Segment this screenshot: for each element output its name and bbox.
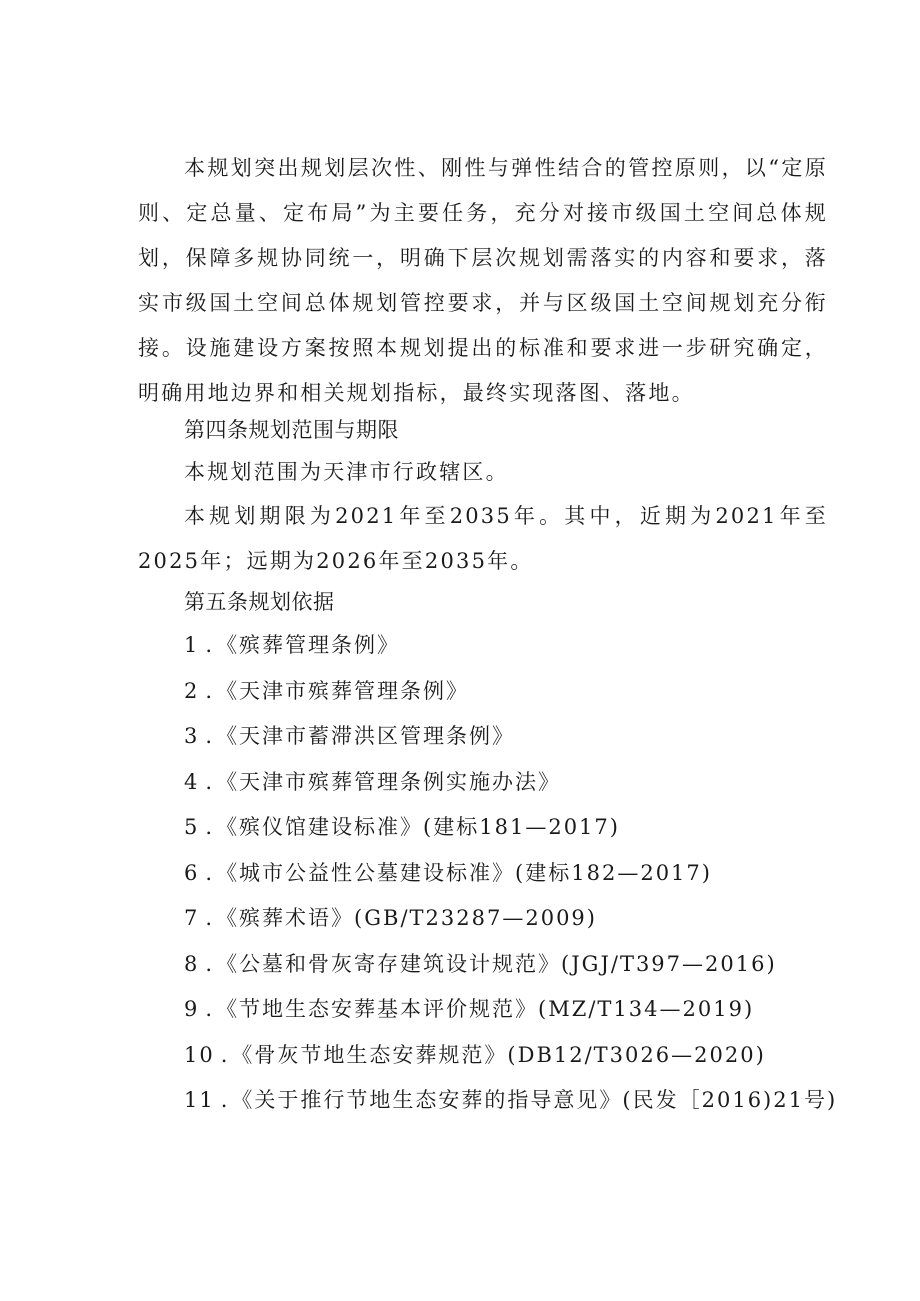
reference-number: 1 bbox=[184, 633, 200, 657]
list-item: 8 .《公墓和骨灰寄存建筑设计规范》(JGJ/T397—2016) bbox=[184, 949, 837, 995]
list-item: 5 .《殡仪馆建设标准》(建标181—2017) bbox=[184, 812, 837, 858]
reference-title: 《殡葬管理条例》 bbox=[216, 633, 401, 657]
list-item: 11 .《关于推行节地生态安葬的指导意见》(民发［2016)21号) bbox=[184, 1085, 837, 1131]
reference-title: 《公墓和骨灰寄存建筑设计规范》(JGJ/T397—2016) bbox=[216, 951, 777, 976]
list-item: 7 .《殡葬术语》(GB/T23287—2009) bbox=[184, 903, 837, 949]
reference-title: 《节地生态安葬基本评价规范》(MZ/T134—2019) bbox=[216, 997, 755, 1021]
reference-title: 《城市公益性公墓建设标准》(建标182—2017) bbox=[216, 860, 712, 885]
intro-paragraph: 本规划突出规划层次性、刚性与弹性结合的管控原则，以“定原则、定总量、定布局”为主要任务，充分对接市级国土空间总体规划，保障多规协同统一，明确下层次规划需落实的内容和要求，落实市级国土空间总体规划管控要求，并与区级国土空间规划充分衔接。设施建设方案按照本规划提出的标准和要求进一步研究确定，明确用地边界和相关规划指标，最终实现落图、落地。 bbox=[138, 156, 828, 405]
reference-list bbox=[184, 630, 837, 1131]
reference-title: 《天津市蓄滞洪区管理条例》 bbox=[216, 724, 516, 748]
reference-number: 4 bbox=[184, 769, 200, 794]
list-item: 3 .《天津市蓄滞洪区管理条例》 bbox=[184, 721, 837, 767]
list-item: 1 .《殡葬管理条例》 bbox=[184, 630, 837, 676]
reference-number: 8 bbox=[184, 951, 200, 976]
list-item: 2 .《天津市殡葬管理条例》 bbox=[184, 676, 837, 722]
reference-number: 6 bbox=[184, 860, 200, 885]
article4-scope: 本规划范围为天津市行政辖区。 bbox=[184, 460, 509, 484]
reference-number: 7 bbox=[184, 906, 200, 930]
article4-heading: 第四条规划范围与期限 bbox=[184, 418, 399, 442]
reference-number: 5 bbox=[184, 815, 200, 839]
article5-heading: 第五条规划依据 bbox=[184, 590, 335, 614]
reference-number: 10 bbox=[184, 1042, 215, 1067]
list-item: 4 .《天津市殡葬管理条例实施办法》 bbox=[184, 767, 837, 813]
list-item: 6 .《城市公益性公墓建设标准》(建标182—2017) bbox=[184, 858, 837, 904]
list-item: 10 .《骨灰节地生态安葬规范》(DB12/T3026—2020) bbox=[184, 1040, 837, 1086]
reference-title: 《关于推行节地生态安葬的指导意见》(民发［2016)21号) bbox=[231, 1088, 838, 1112]
reference-title: 《天津市殡葬管理条例实施办法》 bbox=[216, 769, 562, 794]
reference-title: 《殡葬术语》(GB/T23287—2009) bbox=[216, 906, 597, 930]
reference-number: 9 bbox=[184, 997, 200, 1021]
reference-number: 3 bbox=[184, 724, 200, 748]
reference-number: 11 bbox=[184, 1088, 215, 1112]
article4-period: 本规划期限为2021年至2035年。其中，近期为2021年至2025年；远期为2026年至2035年。 bbox=[138, 504, 828, 573]
list-item: 9 .《节地生态安葬基本评价规范》(MZ/T134—2019) bbox=[184, 994, 837, 1040]
reference-title: 《骨灰节地生态安葬规范》(DB12/T3026—2020) bbox=[231, 1042, 766, 1067]
reference-title: 《天津市殡葬管理条例》 bbox=[216, 678, 470, 703]
reference-title: 《殡仪馆建设标准》(建标181—2017) bbox=[216, 815, 620, 839]
reference-number: 2 bbox=[184, 678, 200, 703]
